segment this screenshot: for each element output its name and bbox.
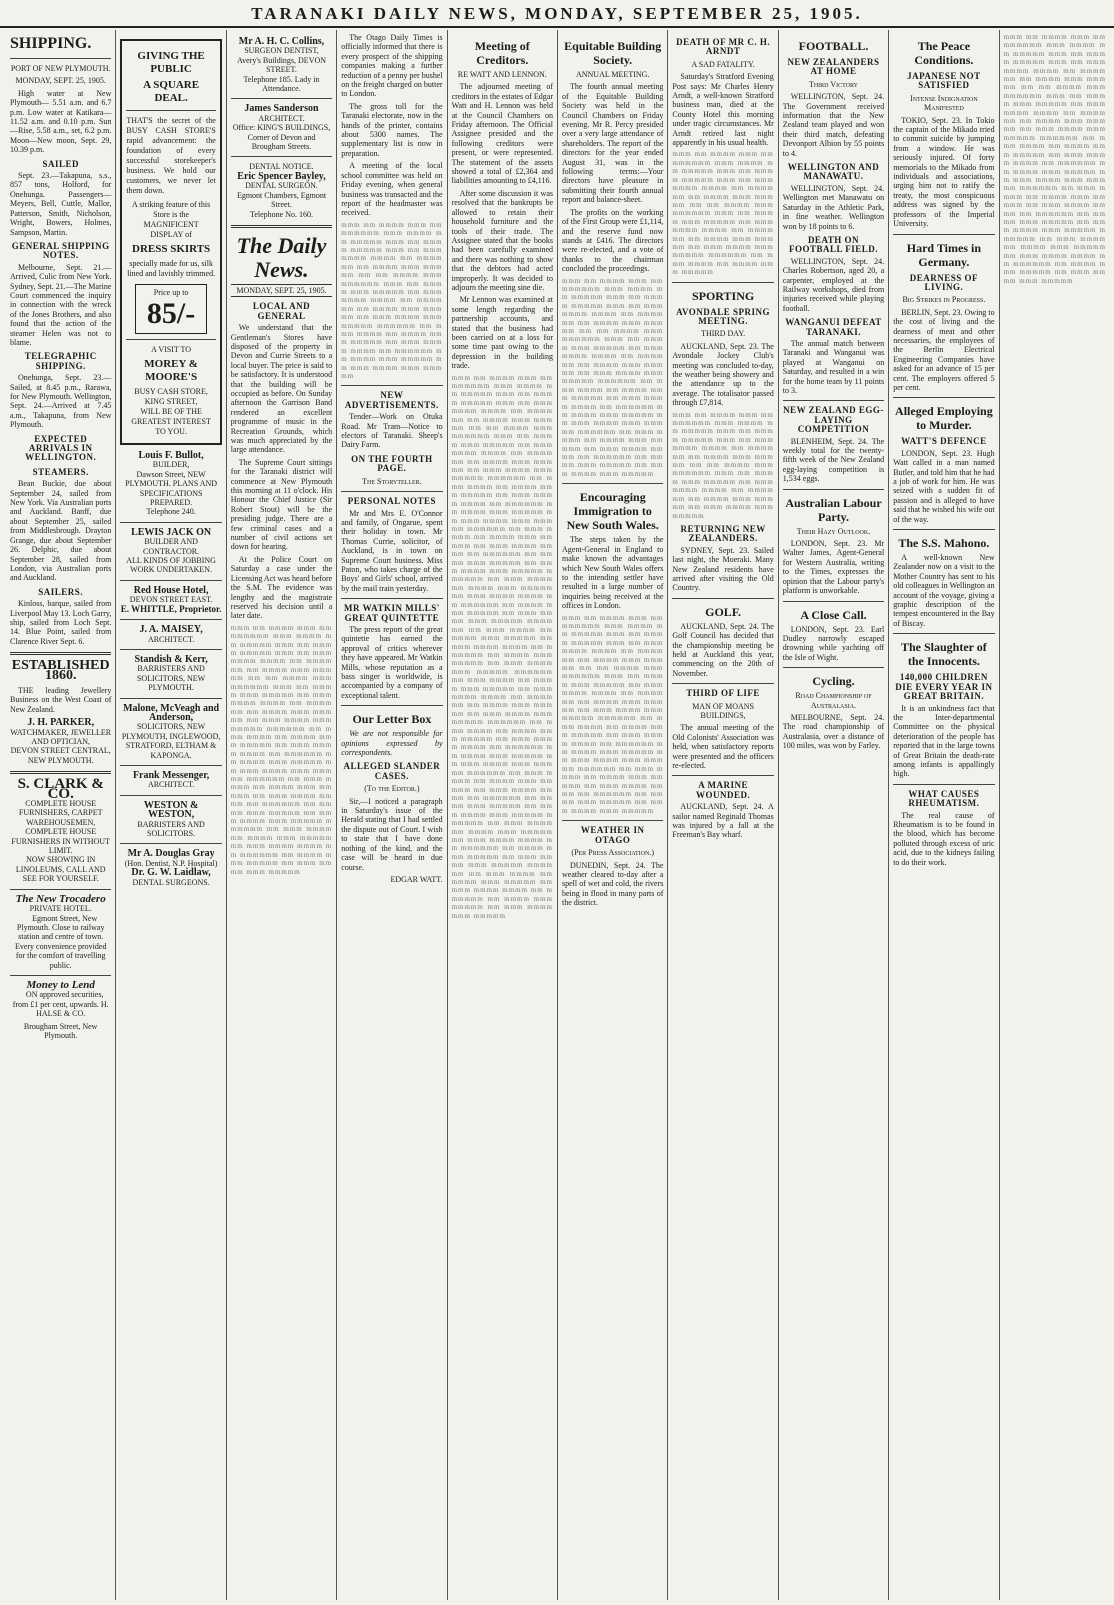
man-of-moans-heading: MAN OF MOANS BUILDINGS, bbox=[692, 701, 754, 720]
column-text-filler: mmm mm mmmm mmm mm mmmmmm mmm mmmm mm mmmmm mmm mm mmmm mmmmm mmm mm mmm mmmm mmmm mm mmmmmm mm mmmm mmm mmmmm mm mm mmmm mmm mmmmmm mmm mm mmmm mmm mmmmm mm mmm mmmm mmmm mm mmmmmm mm mmmm mmm mmmmm mm mmm mmmm mmm mmmmm mmmmmm mm mmm mmmm mm mmmm mmm mmmmm mm mmm mmmm mmmm mm mmmmmm mm mmmm mmm mmmmm mm mmm mmmm mmm mmmmm mmmmmm mm mmm mmmm mm mmmm mmm mmmmm mm mmm mmmm mmmm mm mmmmmm mm mmmm mmm mmmmm mm mmm mmmm mmm mmmmm mmmmmm mm mmm mmmm mm mmmm mmm mmmmm mm mmm mmmm mmmm mm mmmmmm mm mmmm mmm mmmmm mm mmm mmmm mmm mmmmm mmmmmm mm mmm mmmm mm mmmm mmm mmmmm mm mmm mmmm mmmm mm mmmmmm mm mmmm mmm mmmmm mm mmm mmmm mmm mmmmm mmmmmm mm mmm mmmm mm mmmm mmm mmmmm mm mmm mmmm mmmm mm mmmmmm mm mmmm mmm mmmmm mm mmm mmmm mmm mmmmm mmmmmm mm mmm mmmm mm mmmm mmm mmmmm mm mmm mmmm mmmm mm mmmmmm mm mmmm mmm mmmmm mm mmm mmmm mmm mmmmm mmmmmm mm mmm mmmm mm mmmm mmm mmmmm mm mmm mmmm mmmm mm mmmmmm mm mmmm mmm mmmmm mm mmm mmmm mmm mmmmm mmmmmm mm mmm mmmm mm mmmm mmm mmmmm mm mmm mmmm mmmm mm mmmmmm mm mmmm mmm mmmmm mm mmm mmmm mmm mmmmm mmmmmm mm mmm mmmm mm mmmm mmm mmmmm mm mmm mmmm mmmm mm mmmmmm mm mmmm mmm mmmmm mm mmm mmmm mmm mmmmm bbox=[451, 373, 553, 920]
redhouse-address: DEVON STREET EAST. bbox=[129, 595, 213, 605]
cycling-sub: Road Championship of Australasia. bbox=[795, 691, 872, 710]
lewis-name: LEWIS JACK ON bbox=[131, 526, 212, 538]
close-call-heading: A Close Call. bbox=[800, 607, 867, 622]
square-deal-line1: GIVING THE PUBLIC bbox=[137, 50, 205, 75]
bullot-name: Louis F. Bullot, bbox=[138, 450, 204, 461]
fourth-page-sub: The Storyteller. bbox=[362, 476, 422, 486]
column-creditors bbox=[448, 30, 558, 1600]
weston-name: WESTON & WESTON, bbox=[143, 799, 199, 821]
trocadero-sub: PRIVATE HOTEL. bbox=[29, 904, 92, 914]
egg-text: BLENHEIM, Sept. 24. The weekly total for the twenty-fifth week of the New Zealand egg-laying competition is 1,534 eggs. bbox=[782, 436, 885, 484]
personal-heading: PERSONAL NOTES bbox=[347, 496, 437, 507]
weather-heading: WEATHER IN OTAGO bbox=[580, 825, 645, 845]
alleged-text: LONDON, Sept. 23. Hugh Watt called in a man named Butler, and told him that he had a job of work for him. He was seized with a sudden fit of passion and is alleged to have said that he wished his wife out of the way. bbox=[893, 448, 995, 524]
sanderson-sub: ARCHITECT. bbox=[258, 113, 305, 123]
collins-tel: Telephone 185. Lady in Attendance. bbox=[243, 74, 320, 94]
rheumatism-text: The real cause of Rheumatism is to be found in the blood, which has become polluted through excess of uric acid, due to the kidneys failing to do their work. bbox=[893, 810, 995, 867]
weather-text: DUNEDIN, Sept. 24. The weather cleared to-day after a spell of wet and cold, the rivers being in flood in many parts of the district. bbox=[562, 860, 664, 908]
alleged-heading: Alleged Employing to Murder. bbox=[895, 404, 993, 433]
fourth-page-heading: ON THE FOURTH PAGE. bbox=[351, 453, 433, 474]
labour-text: LONDON, Sept. 23. Mr Walter James, Agent-General for Western Australia, writing to the Times, expresses the opinion that the Labour party's platform is unworkable. bbox=[782, 539, 885, 596]
steamers-heading: STEAMERS. bbox=[32, 466, 89, 477]
quintette-heading: MR WATKIN MILLS' GREAT QUINTETTE bbox=[344, 603, 440, 623]
egg-heading: NEW ZEALAND EGG-LAYING COMPETITION bbox=[783, 405, 884, 435]
rheumatism-heading: WHAT CAUSES RHEUMATISM. bbox=[908, 788, 980, 809]
bullot-text: Dawson Street, NEW PLYMOUTH. PLANS AND SPECIFICATIONS PREPARED. bbox=[125, 469, 218, 508]
creditors-text-1: The adjourned meeting of creditors in the estates of Edgar Watt and H. Lennon was held at the Council Chambers on Friday afternoon. The Official Assignee presided and the following creditors were present, or were represented. The statement of the assets showed a total of £2,364 and liabilities amounting to £4,116. bbox=[451, 82, 553, 186]
clark-note: NOW SHOWING IN LINOLEUMS, CALL AND SEE FOR YOURSELF. bbox=[15, 855, 106, 884]
square-deal-strike: A striking feature of this Store is the MAGNIFICENT DISPLAY of bbox=[131, 200, 211, 239]
sailers-heading: SAILERS. bbox=[38, 586, 84, 597]
column-building-society bbox=[558, 30, 668, 1600]
laidlaw-name: Dr. G. W. Laidlaw, bbox=[131, 867, 211, 879]
slander-text: Sir,—I noticed a paragraph in Saturday's issue of the Herald stating that I had settled the dispute out of Court. I wish to state that I have done nothing of the kind, and the case will be heard in due course. bbox=[341, 796, 443, 872]
standish-name: Standish & Kerr, bbox=[134, 653, 208, 665]
sailed-text: Sept. 23.—Takapuna, s.s., 857 tons, Holford, for Onehunga. Passengers—Meyers, Bell, Cuttle, Mallor, Patterson, Smith, Nicholson, Wright, Bowers, Holmes, Sampson, Martin. bbox=[10, 171, 112, 237]
weather-sub: (Per Press Association.) bbox=[571, 848, 654, 858]
store-address: KING STREET, bbox=[144, 397, 198, 406]
money-heading: Money to Lend bbox=[26, 978, 95, 991]
slaughter-text: It is an unkindness fact that the Inter-departmental Committee on the physical deterioration of the people has reported that in the large towns of Great Britain the death-rate among infants is appallingly high. bbox=[893, 703, 995, 779]
sporting-heading: SPORTING bbox=[691, 288, 755, 303]
money-address: Brougham Street, New Plymouth. bbox=[23, 1021, 98, 1040]
germany-text: BERLIN, Sept. 23. Owing to the cost of living and the dearness of meat and other necessaries, the employees of the Berlin Electrical Engineering Companies have asked for an advance of 15 per cent. The employers offered 5 per cent. bbox=[893, 307, 995, 392]
malone-sub: SOLICITORS, NEW PLYMOUTH, INGLEWOOD, STRATFORD, ELTHAM & KAPONGA. bbox=[121, 722, 221, 760]
arndt-sub: A SAD FATALITY. bbox=[691, 59, 755, 69]
football-third: Third Victory bbox=[808, 79, 859, 89]
wellington-text: WELLINGTON, Sept. 24. Wellington met Manawatu on Saturday in the Athletic Park, in fine weather. Wellington won by 18 points to 6. bbox=[782, 183, 885, 231]
column-text-filler: mmm mm mmmm mmm mm mmmmmm mmm mmmm mm mmmmm mmm mm mmmm mmmmm mmm mm mmm mmmm mmmm mm mmmmmm mm mmmm mmm mmmmm mm mm mmmm mmm mmmmmm mmm mm mmmm mmm mmmmm mm mmm mmmm mmmm mm mmmmmm mm mmmm mmm mmmmm mm mmm mmmm mmm mmmmm mmmmmm mm mmm mmmm mm mmmm mmm mmmmm mm mmm mmmm mmmm mm mmmmmm mm mmmm mmm mmmmm mm mmm mmmm mmm mmmmm bbox=[341, 220, 443, 381]
bayley-tel: Telephone No. 160. bbox=[250, 209, 313, 219]
creditors-heading: Meeting of Creditors. bbox=[474, 39, 530, 67]
creditors-text-2: After some discussion it was resolved that the bankrupts be allowed to retain their household furniture and the tools of their trade. The Assignee stated that the books had been carefully examined and there was nothing to show that the debtors had acted improperly. It was decided to adjourn the meeting sine die. bbox=[451, 188, 553, 292]
column-text-filler: mmm mm mmmm mmm mm mmmmmm mmm mmmm mm mmmmm mmm mm mmmm mmmmm mmm mm mmm mmmm mmmm mm mmmmmm mm mmmm mmm mmmmm mm mm mmmm mmm mmmmmm mmm mm mmmm mmm mmmmm mm mmm mmmm mmmm mm mmmmmm mm mmmm mmm mmmmm mm mmm mmmm mmm mmmmm mmmmmm mm mmm mmmm mm mmmm mmm mmmmm mm mmm mmmm mmmm mm mmmmmm mm mmmm mmm mmmmm mm mmm mmmm mmm mmmmm mmmmmm mm mmm mmmm mm mmmm mmm mmmmm mm mmm mmmm mmmm mm mmmmmm mm mmmm mmm mmmmm mm mmm mmmm mmm mmmmm mmmmmm mm mmm mmmm mm mmmm mmm mmmmm mm mmm mmmm mmmm mm mmmmmm mm mmmm mmm mmmmm mm mmm mmmm mmm mmmmm bbox=[230, 623, 333, 876]
column-local-news bbox=[227, 30, 337, 1600]
slaughter-sub: 140,000 CHILDREN DIE EVERY YEAR IN GREAT BRITAIN. bbox=[895, 672, 993, 702]
personal-text: Mr and Mrs E. O'Connor and family, of Ongarue, spent their holiday in town. Mr Thomas Currie, solicitor, of Auckland, is in town on Supreme Court business. Miss Paton, who takes charge of the Boys' and Girls' school, arrived by the mail train yesterday. bbox=[341, 508, 443, 593]
established-ad: ESTABLISHED 1860. bbox=[11, 658, 110, 683]
cycling-text: MELBOURNE, Sept. 24. The road championship of Australasia, over a distance of 100 miles, was won by Farley. bbox=[782, 712, 885, 751]
avondale-text: AUCKLAND, Sept. 23. The Avondale Jockey Club's meeting was concluded to-day, the weather being showery and the attendance up to the average. The totalisator passed through £7,814. bbox=[672, 341, 774, 408]
parker-name: J. H. PARKER, bbox=[27, 717, 95, 729]
intro-text-2: The gross toll for the Taranaki electorate, now in the hands of the printer, contains about 5300 names. The supplementary list is now in preparation. bbox=[341, 101, 443, 158]
price-box bbox=[135, 284, 207, 334]
returning-heading: RETURNING NEW ZEALANDERS. bbox=[680, 523, 766, 544]
new-adverts-text: Tender—Work on Otuka Road. Mr Tram—Notice to electors of Taranaki. Sheep's Dairy Farm. bbox=[341, 412, 443, 450]
slander-signature: EDGAR WATT. bbox=[390, 874, 443, 884]
football-text: WELLINGTON, Sept. 24. The Government received information that the New Zealand team played and won their third match, defeating Devonport Albion by 55 points to 4. bbox=[782, 92, 885, 158]
football-heading: FOOTBALL. bbox=[798, 39, 869, 53]
store-sub: BUSY CASH STORE, bbox=[134, 387, 208, 396]
building-society-text-1: The fourth annual meeting of the Equitable Building Society was held in the Council Chambers on Friday evening. Mr R. Percy presided over a very large attendance of shareholders. The report of the directors for the year ended August 31, was in the following terms:—Your directors have pleasure in submitting their fourth annual report and balance-sheet. bbox=[562, 82, 664, 205]
labour-heading: Australian Labour Party. bbox=[785, 495, 882, 524]
square-deal-ad bbox=[120, 39, 221, 445]
returning-text: SYDNEY, Sept. 23. Sailed last night, the Moeraki. Many New Zealand residents have arrived after visiting the Old Country. bbox=[672, 545, 774, 593]
messenger-name: Frank Messenger, bbox=[132, 769, 210, 781]
bayley-name: Eric Spencer Bayley, bbox=[237, 170, 326, 182]
labour-sub: Their Hazy Outlook. bbox=[796, 526, 871, 536]
port-title: PORT OF NEW PLYMOUTH. bbox=[10, 64, 111, 73]
marine-heading: A MARINE WOUNDED. bbox=[695, 780, 751, 800]
sailed-heading: SAILED bbox=[42, 158, 79, 169]
clark-text: COMPLETE HOUSE FURNISHERS, CARPET WAREHOUSEMEN, COMPLETE HOUSE FURNISHERS IN WITHOUT LIMIT. bbox=[11, 799, 110, 856]
arndt-heading: DEATH OF MR C. H. ARNDT bbox=[676, 37, 771, 57]
shipping-notes-heading: GENERAL SHIPPING NOTES. bbox=[11, 240, 110, 261]
building-society-sub: ANNUAL MEETING. bbox=[575, 70, 650, 79]
letter-box-heading: Our Letter Box bbox=[352, 712, 432, 727]
column-sporting bbox=[668, 30, 778, 1600]
cycling-heading: Cycling. bbox=[812, 674, 855, 689]
golf-text: AUCKLAND, Sept. 24. The Golf Council has decided that the championship meeting be held at Auckland this year, commencing on the 20th of November. bbox=[672, 621, 774, 678]
messenger-sub: ARCHITECT. bbox=[147, 780, 195, 790]
football-sub: NEW ZEALANDERS AT HOME bbox=[787, 57, 880, 77]
local-text-2: The Supreme Court sittings for the Taranaki district will commence at New Plymouth this morning at 11 o'clock. His Honour the Chief Justice (Sir Robert Stout) will be the presiding judge. There are a few criminal cases and a number of civil actions set down for hearing. bbox=[230, 457, 333, 552]
column-text-filler: mmm mm mmmm mmm mm mmmmmm mmm mmmm mm mmmmm mmm mm mmmm mmmmm mmm mm mmm mmmm mmmm mm mmmmmm mm mmmm mmm mmmmm mm mm mmmm mmm mmmmmm mmm mm mmmm mmm mmmmm mm mmm mmmm mmmm mm mmmmmm mm mmmm mmm mmmmm mm mmm mmmm mmm mmmmm mmmmmm mm mmm mmmm mm mmmm mmm mmmmm mm mmm mmmm mmmm mm mmmmmm mm mmmm mmm mmmmm mm mmm mmmm mmm mmmmm mmmmmm mm mmm mmmm mm mmmm mmm mmmmm mm mmm mmmm mmmm mm mmmmmm mm mmmm mmm mmmmm mm mmm mmmm mmm mmmmm mmmmmm mm mmm mmmm mm mmmm mmm mmmmm mm mmm mmmm mmmm mm mmmmmm mm mmmm mmm mmmmm mm mmm mmmm mmm mmmmm bbox=[1003, 33, 1106, 285]
collins-address: Avery's Buildings, DEVON STREET. bbox=[236, 55, 327, 75]
collins-name: Mr A. H. C. Collins, bbox=[238, 36, 325, 47]
strikes-heading: Big Strikes in Progress. bbox=[902, 295, 986, 305]
wanganui-text: The annual match between Taranaki and Wanganui was played at Wanganui on Saturday, and resulted in a win for the home team by 11 points to 3. bbox=[782, 338, 885, 395]
slander-to: (To the Editor.) bbox=[364, 784, 420, 794]
bayley-sub: DENTAL SURGEON. bbox=[245, 181, 318, 191]
square-deal-line2: A SQUARE DEAL. bbox=[143, 79, 200, 104]
golf-heading: GOLF. bbox=[705, 604, 742, 619]
intro-text-1: The Otago Daily Times is officially informed that there is every prospect of the shipping companies making a further reduction of a penny per bushel on the freight charged on butter to London. bbox=[341, 33, 443, 99]
building-society-heading: Equitable Building Society. bbox=[564, 39, 662, 67]
column-news-2 bbox=[337, 30, 447, 1600]
dearness-heading: DEARNESS OF LIVING. bbox=[909, 272, 979, 292]
mahono-text: A well-known New Zealander now on a visit to the Mother Country has sent to his old colleagues in Wellington an account of the voyage, giving a graphic description of the tempest encountered in the Bay of Biscay. bbox=[893, 553, 995, 628]
column-continued bbox=[1000, 30, 1110, 1600]
immigration-heading: Encouraging Immigration to New South Wales. bbox=[566, 490, 659, 533]
telegraphic-heading: TELEGRAPHIC SHIPPING. bbox=[24, 351, 97, 371]
sanderson-name: James Sanderson bbox=[244, 103, 319, 115]
expected-heading: EXPECTED ARRIVALS IN WELLINGTON. bbox=[25, 433, 97, 463]
column-ads-1 bbox=[116, 30, 226, 1600]
wellington-heading: WELLINGTON AND MANAWATU. bbox=[787, 162, 880, 182]
lewis-sub: BUILDER AND CONTRACTOR. bbox=[143, 537, 200, 556]
parker-address: DEVON STREET CENTRAL, NEW PLYMOUTH. bbox=[10, 746, 111, 765]
masthead: TARANAKI DAILY NEWS, MONDAY, SEPTEMBER 25, 1905. bbox=[0, 0, 1114, 28]
column-cables bbox=[889, 30, 999, 1600]
weston-sub: BARRISTERS AND SOLICITORS. bbox=[137, 819, 205, 838]
money-text: ON approved securities, from £1 per cent, upwards. H. HALSE & CO. bbox=[12, 990, 109, 1019]
bullot-tel: Telephone 240. bbox=[146, 507, 196, 517]
dress-skirts: DRESS SKIRTS bbox=[132, 243, 211, 255]
local-heading: LOCAL AND GENERAL bbox=[252, 301, 311, 321]
avondale-day: THIRD DAY. bbox=[701, 329, 746, 339]
death-football-heading: DEATH ON FOOTBALL FIELD. bbox=[788, 234, 878, 255]
parker-trade: WATCHMAKER, JEWELLER AND OPTICIAN, bbox=[10, 727, 112, 746]
paper-title: The Daily News. bbox=[236, 232, 327, 282]
steamers-text: Bean Buckie, due about September 24, sailed from New York. Via Australian ports and Auckland. Banff, due about September 25, sailed from Middlesbrough. Drayton Grange, due about September 26. Delphic, due about September 28, sailed from London, via Australian ports and Auckland. bbox=[10, 479, 112, 583]
immigration-text: The steps taken by the Agent-General in England to make known the advantages which New South Wales offers to the intending settler have resulted in a large number of inquiries being received at the offices in London. bbox=[562, 535, 664, 611]
gray-name: Mr A. Douglas Gray bbox=[127, 848, 215, 860]
tides-text: High water at New Plymouth— 5.51 a.m. and 6.7 p.m. Low water at Katikara—11.52 a.m. and 0.10 p.m. Sun—Rise, 5.58 a.m., set, 6.2 p.m. Moon—New moon, Sept. 29, 10.39 p.m. bbox=[10, 88, 112, 155]
creditors-text-3: Mr Lennon was examined at some length regarding the partnership accounts, and stated that the business had been carried on at a loss for some time past owing to the depression in the building trade. bbox=[451, 295, 553, 371]
germany-heading: Hard Times in Germany. bbox=[906, 240, 982, 269]
lewis-text: ALL KINDS OF JOBBING WORK UNDERTAKEN. bbox=[126, 556, 216, 575]
column-text-filler: mmm mm mmmm mmm mm mmmmmm mmm mmmm mm mmmmm mmm mm mmmm mmmmm mmm mm mmm mmmm mmmm mm mmmmmm mm mmmm mmm mmmmm mm mm mmmm mmm mmmmmm mmm mm mmmm mmm mmmmm mm mmm mmmm mmmm mm mmmmmm mm mmmm mmm mmmmm mm mmm mmmm mmm mmmmm mmmmmm mm mmm mmmm mm mmmm mmm mmmmm bbox=[672, 150, 774, 277]
watt-defence-heading: WATT'S DEFENCE bbox=[901, 436, 987, 447]
established-text: THE leading Jewellery Business on the West Coast of New Zealand. bbox=[10, 685, 112, 714]
sailers-text: Kinloss, barque, sailed from Liverpool May 13. Loch Garry, ship, sailed from Loch Sept. 14. Blue Point, sailed from Clarence River Sept. 6. bbox=[10, 599, 112, 646]
column-shipping bbox=[6, 30, 116, 1600]
maisey-sub: ARCHITECT. bbox=[147, 634, 195, 644]
store-name: MOREY & MOORE'S bbox=[144, 358, 198, 383]
malone-name: Malone, McVeagh and Anderson, bbox=[123, 702, 220, 723]
whittle-name: E. WHITTLE, Proprietor. bbox=[120, 603, 222, 614]
peace-text: TOKIO, Sept. 23. In Tokio the captain of the Mikado tried to commit suicide by jumping from a window. He was seriously injured. Of forty memorials to the Mikado from individuals and associations, urging him not to ratify the treaty, the most conspicuous address was signed by the professors of the Imperial University. bbox=[893, 115, 995, 229]
clark-name: S. CLARK & CO. bbox=[17, 776, 104, 802]
sanderson-address: Office: KING'S BUILDINGS, Corner of Devon and Brougham Streets. bbox=[232, 123, 331, 152]
local-text-1: We understand that the Gentleman's Stores have disposed of the property in Devon and Currie Streets to a local buyer. The price is said to be satisfactory. It is understood that the building will be occupied as before. On Sunday afternoon the Garrison Band rendered an excellent programme of music in the Recreation Grounds, which was much appreciated by the large attendance. bbox=[230, 323, 333, 455]
laidlaw-sub: DENTAL SURGEONS. bbox=[132, 877, 210, 887]
marine-text: AUCKLAND, Sept. 24. A sailor named Reginald Thomas was injured by a fall at the Freeman's Bay wharf. bbox=[672, 802, 774, 840]
trocadero-text: Egmont Street, New Plymouth. Close to railway station and centre of town. Every convenience provided for the comfort of travelling public. bbox=[14, 913, 107, 970]
mahono-heading: The S.S. Mahono. bbox=[898, 536, 990, 551]
port-date: MONDAY, SEPT. 25, 1905. bbox=[15, 76, 106, 86]
building-society-text-2: The profits on the working of the First Group were £1,114, and the reserve fund now stands at £416. The directors were re-elected, and a vote of thanks to the chairman concluded the proceedings. bbox=[562, 207, 664, 274]
standish-sub: BARRISTERS AND SOLICITORS, NEW PLYMOUTH. bbox=[136, 664, 206, 693]
collins-sub: SURGEON DENTIST, bbox=[244, 46, 319, 56]
wanganui-heading: WANGANUI DEFEAT TARANAKI. bbox=[785, 317, 882, 337]
column-text-filler: mmm mm mmmm mmm mm mmmmmm mmm mmmm mm mmmmm mmm mm mmmm mmmmm mmm mm mmm mmmm mmmm mm mmmmmm mm mmmm mmm mmmmm mm mm mmmm mmm mmmmmm mmm mm mmmm mmm mmmmm mm mmm mmmm mmmm mm mmmmmm mm mmmm mmm mmmmm mm mmm mmmm mmm mmmmm bbox=[672, 410, 774, 520]
redhouse-name: Red House Hotel, bbox=[133, 584, 209, 596]
store-tagline: WILL BE OF THE GREATEST INTEREST TO YOU. bbox=[131, 407, 211, 436]
bayley-address: Egmont Chambers, Egmont Street. bbox=[236, 190, 327, 210]
dental-notice: DENTAL NOTICE. bbox=[249, 162, 314, 172]
shipping-heading: SHIPPING. bbox=[10, 35, 92, 52]
bullot-sub: BUILDER, bbox=[152, 460, 190, 470]
column-football bbox=[779, 30, 889, 1600]
visit-text: A VISIT TO bbox=[151, 345, 192, 354]
slander-heading: ALLEGED SLANDER CASES. bbox=[343, 761, 441, 781]
slaughter-heading: The Slaughter of the Innocents. bbox=[900, 640, 987, 669]
peace-heading: The Peace Conditions. bbox=[914, 39, 974, 67]
price-label: Price up to bbox=[153, 288, 189, 297]
dress-skirts-sub: specially made for us, silk lined and lavishly trimmed. bbox=[127, 259, 216, 278]
new-adverts-heading: NEW ADVERTISEMENTS. bbox=[344, 390, 439, 410]
avondale-heading: AVONDALE SPRING MEETING. bbox=[676, 306, 771, 326]
creditors-sub: RE WATT AND LENNON. bbox=[457, 70, 547, 79]
man-of-moans-text: The annual meeting of the Old Colonists' Association was held, when satisfactory reports were presented and the officers re-elected. bbox=[672, 723, 774, 771]
column-text-filler: mmm mm mmmm mmm mm mmmmmm mmm mmmm mm mmmmm mmm mm mmmm mmmmm mmm mm mmm mmmm mmmm mm mmmmmm mm mmmm mmm mmmmm mm mm mmmm mmm mmmmmm mmm mm mmmm mmm mmmmm mm mmm mmmm mmmm mm mmmmmm mm mmmm mmm mmmmm mm mmm mmmm mmm mmmmm mmmmmm mm mmm mmmm mm mmmm mmm mmmmm mm mmm mmmm mmmm mm mmmmmm mm mmmm mmm mmmmm mm mmm mmmm mmm mmmmm mmmmmm mm mmm mmmm mm mmmm mmm mmmmm mm mmm mmmm mmmm mm mmmmmm mm mmmm mmm mmmmm mm mmm mmmm mmm mmmmm bbox=[562, 276, 664, 478]
death-football-text: WELLINGTON, Sept. 24. Charles Robertson, aged 20, a carpenter, employed at the Railway workshops, died from injuries received while playing football. bbox=[782, 256, 885, 313]
letter-box-note: We are not responsible for opinions expressed by correspondents. bbox=[341, 729, 443, 758]
arndt-text: Saturday's Stratford Evening Post says: Mr Charles Henry Arndt, a well-known Stratford business man, died at the County Hotel this morning under tragic circumstances. Mr Arndt retired last night apparently in his usual health. bbox=[672, 72, 774, 148]
close-call-text: LONDON, Sept. 23. Earl Dudley narrowly escaped drowning while yachting off the Isle of Wight. bbox=[782, 624, 885, 662]
intro-text-3: A meeting of the local school committee was held on Friday evening, when general business was transacted and the report of the headmaster was received. bbox=[341, 161, 443, 218]
column-text-filler: mmm mm mmmm mmm mm mmmmmm mmm mmmm mm mmmmm mmm mm mmmm mmmmm mmm mm mmm mmmm mmmm mm mmmmmm mm mmmm mmm mmmmm mm mm mmmm mmm mmmmmm mmm mm mmmm mmm mmmmm mm mmm mmmm mmmm mm mmmmmm mm mmmm mmm mmmmm mm mmm mmmm mmm mmmmm mmmmmm mm mmm mmmm mm mmmm mmm mmmmm mm mmm mmmm mmmm mm mmmmmm mm mmmm mmm mmmmm mm mmm mmmm mmm mmmmm mmmmmm mm mmm mmmm mm mmmm mmm mmmmm mm mmm mmmm mmmm mm mmmmmm mm mmmm mmm mmmmm mm mmm mmmm mmm mmmmm bbox=[562, 613, 664, 815]
shipping-notes-text: Melbourne, Sept. 21.—Arrived, Culic from New York. Sydney, Sept. 21.—The Marine Court commenced the inquiry in connection with the wreck of the Jones Brothers, and also found that the action of the steamer Helen was not to blame. bbox=[10, 262, 112, 347]
paper-date: MONDAY, SEPT. 25, 1905. bbox=[231, 284, 332, 297]
square-deal-text: THAT'S the secret of the BUSY CASH STORE'S rapid advancement: the foundation of every successful storekeeper's business. We hold our customers, we never let them down. bbox=[126, 116, 216, 195]
trocadero-name: The New Trocadero bbox=[15, 892, 106, 905]
third-life-heading: THIRD OF LIFE bbox=[686, 688, 760, 699]
price-value: 85/- bbox=[146, 297, 196, 330]
quintette-text: The press report of the great quintette has earned the approval of critics wherever they have appeared. Mr Watkin Mills, whose reputation as a bass singer is worldwide, is accompanied by a company of exceptional talent. bbox=[341, 624, 443, 700]
gray-sub: (Hon. Dentist, N.P. Hospital) bbox=[124, 858, 218, 868]
newspaper-columns bbox=[6, 30, 1110, 1600]
peace-sub: JAPANESE NOT SATISFIED bbox=[907, 71, 981, 91]
peace-sub2: Intense Indignation Manifested bbox=[910, 93, 978, 113]
local-text-3: At the Police Court on Saturday a case under the Licensing Act was heard before the S.M. The evidence was lengthy and the magistrate reserved his decision until a later date. bbox=[230, 554, 333, 621]
maisey-name: J. A. MAISEY, bbox=[139, 624, 203, 636]
telegraphic-text: Onehunga, Sept. 23.—Sailed, at 8.45 p.m., Rarawa, for New Plymouth. Wellington, Sept. 24.—Arrived at 7.45 a.m., Takapuna, from New Plymouth. bbox=[10, 373, 112, 430]
